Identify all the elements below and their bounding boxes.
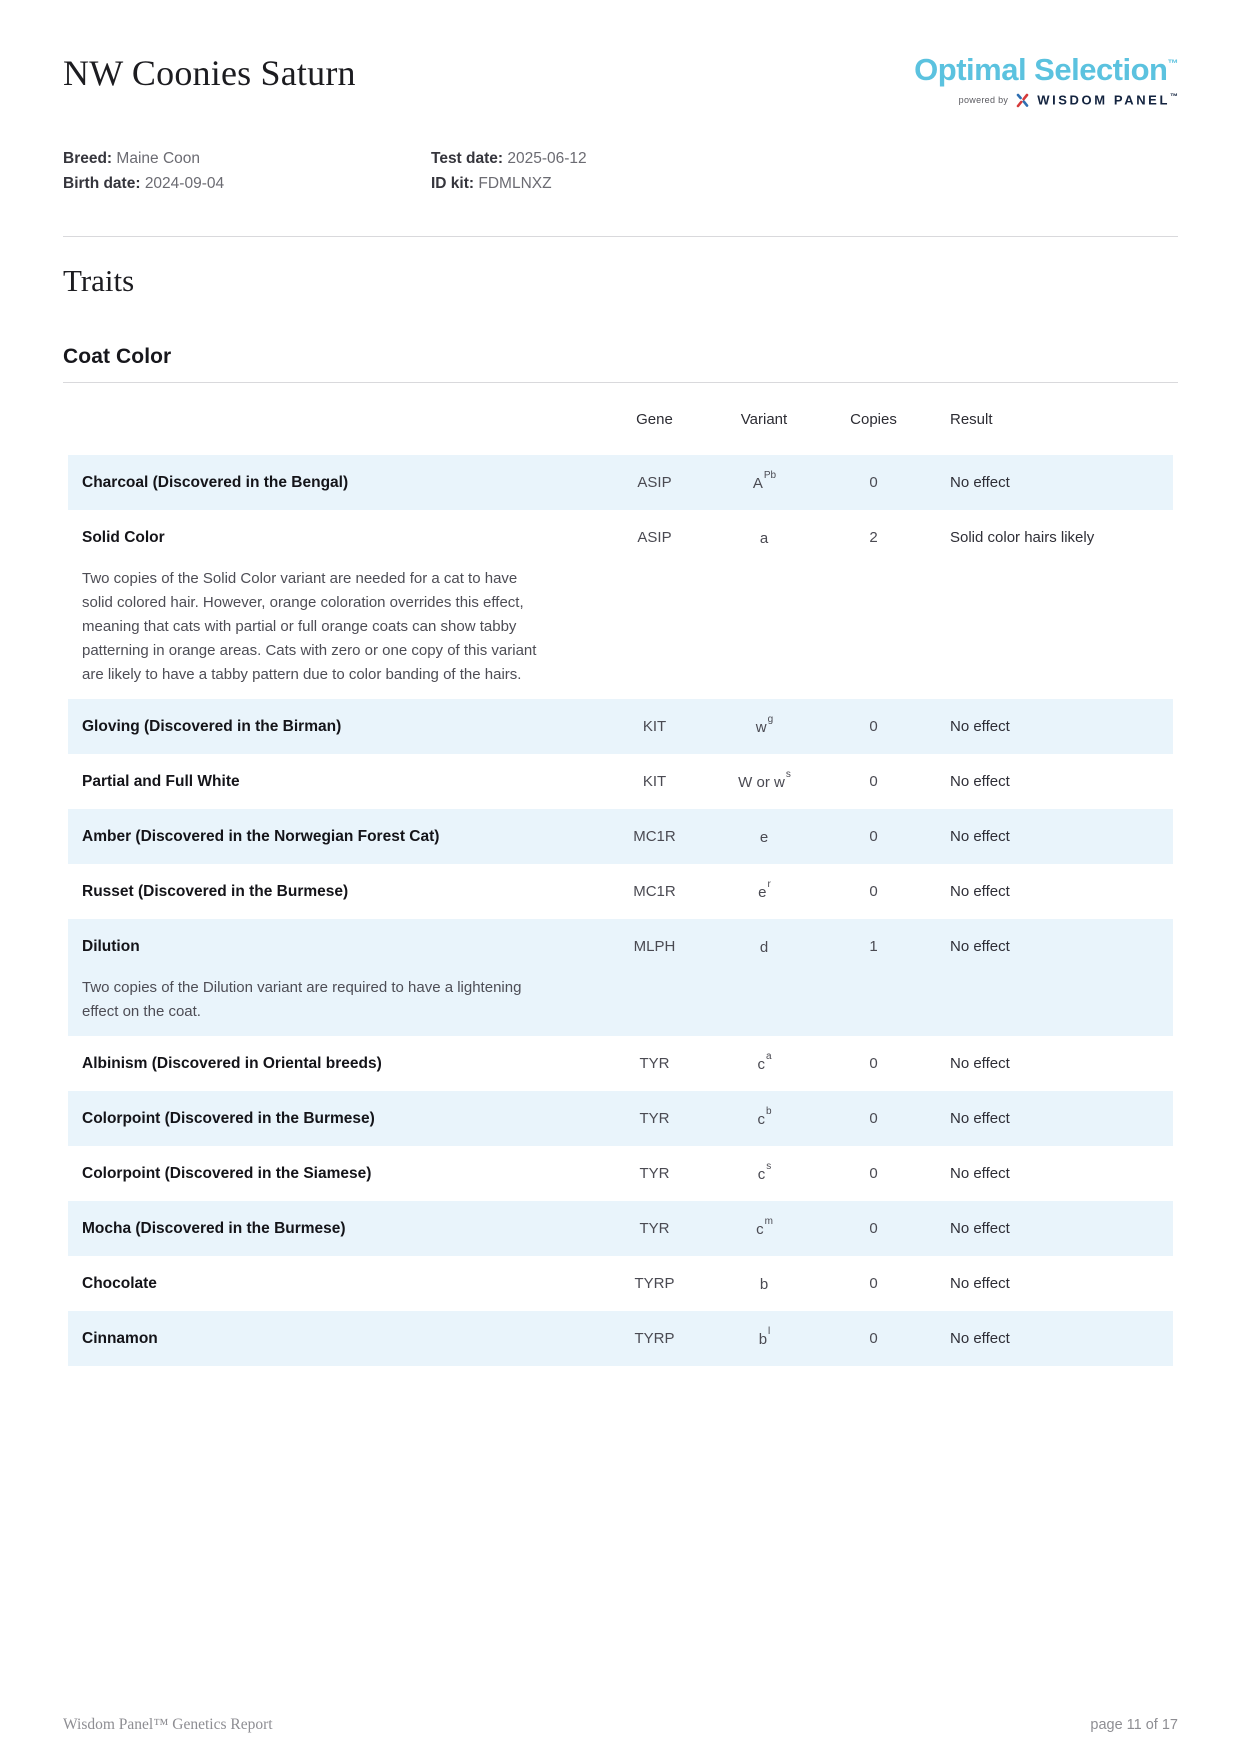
copies-value: 0 [869, 883, 878, 900]
variant-value [709, 1275, 819, 1293]
variant-superscript: s [785, 768, 791, 780]
variant-base: e [759, 828, 769, 846]
test-date-info [431, 150, 1178, 168]
trait-row [68, 809, 1173, 864]
variant-value [709, 1050, 819, 1073]
gene-value: MC1R [633, 828, 676, 845]
trait-name: Solid Color [82, 528, 165, 546]
trait-name: Colorpoint (Discovered in the Siamese) [82, 1164, 372, 1182]
trait-row [68, 1311, 1173, 1366]
column-header-copies: Copies [850, 410, 897, 428]
trait-row [68, 919, 1173, 1036]
variant-base: c [756, 1220, 764, 1238]
copies-value: 1 [869, 938, 878, 955]
variant-base: c [757, 1110, 765, 1128]
trait-name: Cinnamon [82, 1329, 158, 1347]
column-header-result: Result [950, 410, 993, 428]
variant-superscript: r [767, 878, 771, 890]
trait-row [68, 1146, 1173, 1201]
trait-name: Charcoal (Discovered in the Bengal) [82, 473, 349, 491]
result-value: No effect [950, 883, 1010, 900]
partner-name: WISDOM PANEL [1037, 92, 1170, 108]
gene-value: TYR [639, 1220, 670, 1237]
variant-value [709, 469, 819, 492]
variant-base: e [758, 883, 767, 901]
partner-trademark: ™ [1170, 91, 1178, 101]
variant-superscript: a [765, 1050, 772, 1062]
gene-value: TYRP [634, 1275, 675, 1292]
variant-value [709, 878, 819, 901]
gene-value: MLPH [633, 938, 676, 955]
brand-name: Optimal Selection [914, 52, 1168, 87]
pet-info [63, 146, 1178, 196]
trait-name: Russet (Discovered in the Burmese) [82, 882, 349, 900]
trait-row [68, 455, 1173, 510]
gene-value: KIT [642, 718, 667, 735]
copies-value: 0 [869, 828, 878, 845]
id-kit-value: FDMLNXZ [478, 174, 552, 192]
copies-value: 0 [869, 1110, 878, 1127]
copies-value: 0 [869, 1055, 878, 1072]
copies-value: 2 [869, 529, 878, 546]
trait-name: Mocha (Discovered in the Burmese) [82, 1219, 346, 1237]
result-value: No effect [950, 474, 1010, 491]
variant-value [709, 938, 819, 956]
report-header [63, 52, 1178, 108]
powered-by-line [914, 91, 1178, 108]
gene-value: TYR [639, 1055, 670, 1072]
trait-row [68, 510, 1173, 699]
result-value: No effect [950, 718, 1010, 735]
gene-value: ASIP [637, 529, 672, 546]
result-value: No effect [950, 1165, 1010, 1182]
optimal-selection-logo [914, 54, 1178, 108]
copies-value: 0 [869, 718, 878, 735]
variant-superscript: s [766, 1160, 772, 1172]
variant-base: b [758, 1330, 768, 1348]
result-value: No effect [950, 938, 1010, 955]
page-footer [63, 1716, 1178, 1734]
gene-value: MC1R [633, 883, 676, 900]
birth-date-info [63, 175, 431, 193]
variant-value [709, 1215, 819, 1238]
variant-base: b [759, 1275, 769, 1293]
variant-base: d [759, 938, 769, 956]
gene-value: TYR [639, 1165, 670, 1182]
birth-date-label: Birth date: [63, 174, 141, 192]
gene-value: ASIP [637, 474, 672, 491]
result-value: Solid color hairs likely [950, 529, 1095, 546]
variant-superscript: m [764, 1215, 773, 1227]
subsection-title-coat-color: Coat Color [63, 345, 172, 368]
result-value: No effect [950, 773, 1010, 790]
test-date-label: Test date: [431, 149, 504, 167]
copies-value: 0 [869, 1220, 878, 1237]
footer-report-name: Wisdom Panel™ Genetics Report [63, 1716, 273, 1733]
table-body [68, 455, 1173, 1366]
variant-base: A [752, 474, 763, 492]
trait-row [68, 699, 1173, 754]
wisdom-panel-dna-icon [1015, 91, 1030, 108]
column-header-variant: Variant [740, 410, 788, 428]
variant-superscript: l [768, 1325, 771, 1337]
id-kit-label: ID kit: [431, 174, 475, 192]
brand-wordmark [914, 54, 1178, 85]
variant-base: c [757, 1165, 766, 1183]
variant-superscript: g [767, 713, 774, 725]
trait-description: Two copies of the Dilution variant are required to have a lightening effect on the coat. [82, 979, 522, 1020]
partner-wordmark [1037, 92, 1178, 107]
variant-value [709, 1325, 819, 1348]
trait-row [68, 1201, 1173, 1256]
variant-superscript: Pb [763, 469, 777, 481]
brand-trademark: ™ [1167, 57, 1178, 70]
section-title-traits: Traits [63, 263, 135, 298]
copies-value: 0 [869, 1330, 878, 1347]
variant-value [709, 768, 819, 791]
variant-base: a [759, 529, 769, 547]
result-value: No effect [950, 828, 1010, 845]
footer-page-number: page 11 of 17 [1090, 1717, 1178, 1733]
powered-by-label: powered by [958, 94, 1009, 105]
trait-row [68, 1036, 1173, 1091]
breed-label: Breed: [63, 149, 113, 167]
result-value: No effect [950, 1330, 1010, 1347]
birth-date-value: 2024-09-04 [144, 174, 225, 192]
table-header-row [68, 383, 1173, 455]
trait-name: Chocolate [82, 1274, 157, 1292]
result-value: No effect [950, 1275, 1010, 1292]
variant-value [709, 529, 819, 547]
trait-description: Two copies of the Solid Color variant are needed for a cat to have solid colored hair. However, orange coloration overrides this effect, meaning that cats with partial or full orange coats can show tabby patterning in orange areas. Cats with zero or one copy of this variant are likely to have a tabby pattern due to color banding of the hairs. [82, 570, 537, 683]
variant-base: w [755, 718, 767, 736]
result-value: No effect [950, 1055, 1010, 1072]
variant-value [709, 1105, 819, 1128]
variant-value [709, 713, 819, 736]
variant-base: c [757, 1055, 765, 1073]
trait-name: Albinism (Discovered in Oriental breeds) [82, 1054, 382, 1072]
test-date-value: 2025-06-12 [507, 149, 587, 167]
trait-name: Amber (Discovered in the Norwegian Forest Cat) [82, 827, 440, 845]
variant-value [709, 1160, 819, 1183]
breed-value: Maine Coon [116, 149, 200, 167]
gene-value: KIT [642, 773, 667, 790]
coat-color-table [68, 383, 1173, 1366]
copies-value: 0 [869, 474, 878, 491]
copies-value: 0 [869, 1275, 878, 1292]
breed-info [63, 150, 431, 168]
trait-row [68, 1091, 1173, 1146]
gene-value: TYRP [634, 1330, 675, 1347]
trait-row [68, 864, 1173, 919]
gene-value: TYR [639, 1110, 670, 1127]
header-divider [63, 236, 1178, 237]
trait-name: Dilution [82, 937, 140, 955]
variant-value [709, 828, 819, 846]
trait-name: Partial and Full White [82, 772, 240, 790]
column-header-gene: Gene [636, 410, 673, 428]
trait-row [68, 1256, 1173, 1311]
page-title: NW Coonies Saturn [63, 53, 356, 93]
trait-name: Colorpoint (Discovered in the Burmese) [82, 1109, 375, 1127]
result-value: No effect [950, 1220, 1010, 1237]
id-kit-info [431, 175, 1178, 193]
result-value: No effect [950, 1110, 1010, 1127]
variant-base: W or w [738, 773, 785, 791]
copies-value: 0 [869, 773, 878, 790]
copies-value: 0 [869, 1165, 878, 1182]
trait-row [68, 754, 1173, 809]
variant-superscript: b [765, 1105, 772, 1117]
trait-name: Gloving (Discovered in the Birman) [82, 717, 342, 735]
